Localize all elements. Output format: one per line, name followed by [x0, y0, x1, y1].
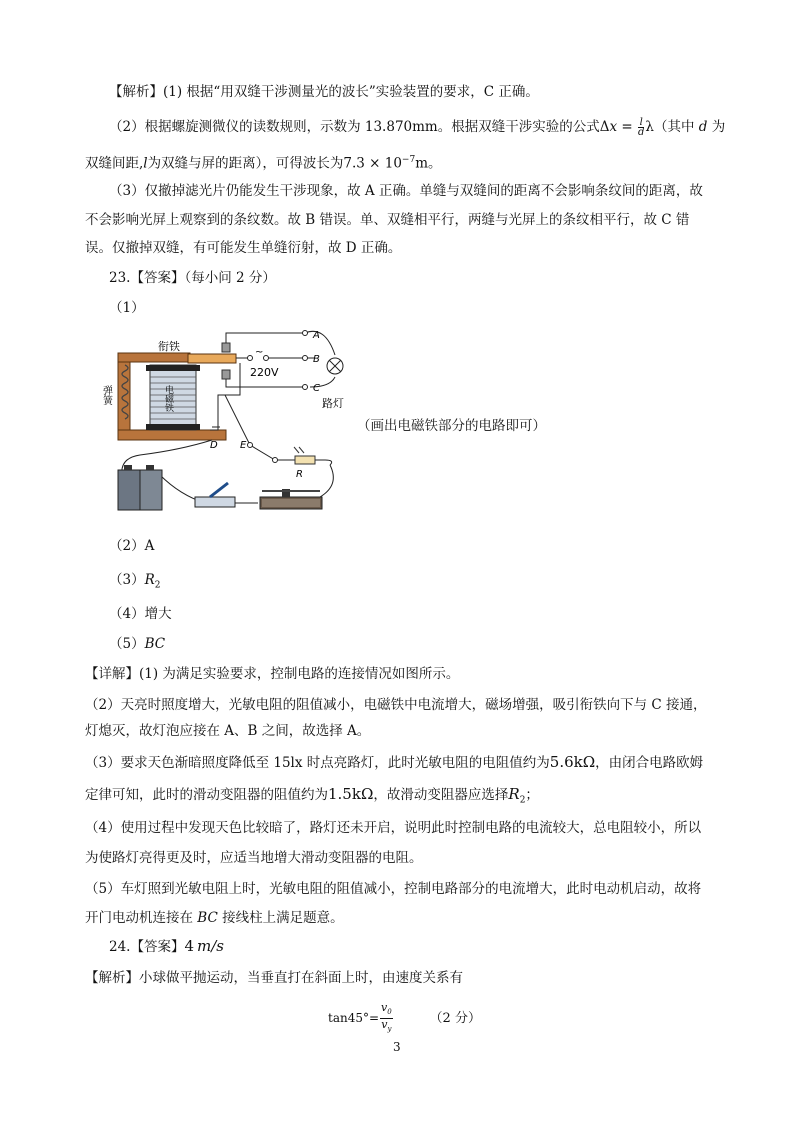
sec23-detail6: （4）使用过程中发现天色比较暗了，路灯还未开启，说明此时控制电路的电流较大，总电阻较小，所以 [85, 820, 702, 836]
sec24-eq-num-var: v [381, 1001, 388, 1014]
sec24-header [109, 936, 224, 957]
sec22-line3-c: m。 [415, 155, 442, 172]
sec24-header-label: 24.【答案】 [109, 939, 185, 955]
sec23-detail4-a: （3）要求天色渐暗照度降低至 15lx 时点亮路灯，此时光敏电阻的电阻值约为 [85, 755, 550, 771]
armature [188, 354, 236, 363]
contact-top [222, 343, 230, 352]
label-magnet: 电磁铁 [163, 385, 173, 412]
sec23-detail5-value: 1.5kΩ [328, 785, 374, 803]
contact-bottom [222, 370, 230, 379]
sec23-detail2: （2）天亮时照度增大，光敏电阻的阻值减小，电磁铁中电流增大，磁场增强，吸引衔铁向下与 C 接通， [85, 697, 707, 713]
sec23-detail4 [85, 752, 703, 773]
sec22-line2 [109, 117, 725, 137]
magnet-cap-top [146, 365, 200, 371]
rheostat-icon [260, 489, 322, 509]
label-A: A [313, 330, 320, 341]
label-armature: 衔铁 [158, 340, 180, 353]
sec23-detail5-a: 定律可知，此时的滑动变阻器的阻值约为 [85, 787, 328, 803]
sec22-line4: （3）仅撤掉滤光片仍能发生干涉现象，故 A 正确。单缝与双缝间的距离不会影响条纹间的距离，故 [109, 183, 703, 199]
lamp-icon [327, 358, 343, 374]
label-voltage: 220V [250, 366, 279, 379]
sec23-answer3-var: R [144, 572, 155, 588]
battery-icon [118, 465, 162, 510]
switch-icon [195, 483, 235, 507]
sec24-eq-lhs: tan45°= [328, 1011, 380, 1026]
sec22-eq: = [617, 119, 637, 135]
sec23-answer3-prefix: （3） [109, 572, 145, 588]
sec22-frac-num: l [639, 117, 643, 128]
sec23-answer1: （1） [109, 300, 145, 316]
sec23-answer3 [109, 570, 161, 596]
sec23-answer4: （4）增大 [109, 606, 172, 622]
sec23-detail9-b: 接线柱上满足题意。 [217, 910, 344, 926]
sec22-line2-text: （2）根据螺旋测微仪的读数规则，示数为 13.870mm。根据双缝干涉实验的公式Δ [109, 119, 610, 135]
sec23-detail5-var: R [508, 785, 520, 803]
sec22-lambda: λ（其中 [645, 119, 699, 135]
sec23-answer5-prefix: （5） [109, 636, 145, 652]
sec22-line5: 不会影响光屏上观察到的条纹数。故 B 错误。单、双缝相平行，两缝与光屏上的条纹相平行，故 C 错 [85, 212, 690, 228]
label-spring: 弹簧 [100, 385, 112, 405]
sec23-header: 23.【答案】（每小问 2 分） [109, 270, 276, 286]
sec23-answer5 [109, 634, 165, 654]
relay-top-bar [118, 353, 190, 362]
sec23-detail4-value: 5.6kΩ [549, 753, 596, 771]
page-number: 3 [393, 1040, 401, 1054]
sec24-justification: 【解析】小球做平抛运动，当垂直打在斜面上时，由速度关系有 [85, 970, 463, 986]
sec24-eq-score: （2 分） [429, 1011, 481, 1027]
sec22-line2-end: 为 [707, 119, 726, 135]
sec23-detail4-c: ，由闭合电路欧姆 [595, 755, 704, 771]
figure-note: （画出电磁铁部分的电路即可） [357, 418, 546, 434]
label-E: E [240, 440, 247, 451]
label-B: B [313, 354, 320, 365]
sec23-detail8: （5）车灯照到光敏电阻上时，光敏电阻的阻值减小，控制电路部分的电流增大，此时电动机启动，故将 [85, 881, 702, 897]
sec22-fraction [638, 118, 644, 137]
label-lamp: 路灯 [322, 397, 344, 410]
sec23-detail5-c: ，故滑动变阻器应选择 [373, 787, 509, 803]
sec23-answer5-var: BC [144, 636, 166, 652]
magnet-cap-bottom [146, 424, 200, 430]
sec23-detail9-var: BC [197, 910, 218, 926]
sec23-detail5-end: ； [525, 787, 539, 803]
sec22-line3 [85, 150, 442, 174]
sec23-detail7: 为使路灯亮得更及时，应适当地增大滑动变阻器的电阻。 [85, 850, 423, 866]
magnet-core [150, 365, 196, 430]
sec24-header-value: 4 [184, 937, 195, 955]
circuit-diagram [100, 325, 360, 525]
sec22-frac-den: d [638, 127, 645, 138]
sec23-detail9-a: 开门电动机连接在 [85, 910, 198, 926]
label-D: D [210, 440, 218, 451]
sec24-eq-den [380, 1019, 393, 1035]
sec22-line3-b: 为双缝与屏的距离），可得波长为7.3 × 10 [147, 155, 402, 172]
photoresistor-icon [294, 447, 315, 464]
relay-base [118, 430, 226, 440]
sec22-var-d: d [698, 119, 708, 135]
sec24-eq-num [380, 1002, 393, 1019]
sec24-eq-fraction [380, 1002, 393, 1035]
sec24-eq-num-sub: 0 [387, 1008, 392, 1017]
sec24-header-unit: m/s [197, 937, 225, 955]
sec24-eq-den-sub: y [387, 1025, 392, 1034]
sec23-detail9 [85, 908, 344, 928]
sec23-detail5 [85, 784, 539, 811]
sec24-eq-den-var: v [381, 1018, 388, 1032]
sec22-line1: 【解析】(1) 根据“用双缝干涉测量光的波长”实验装置的要求，C 正确。 [109, 84, 539, 100]
sec22-line6: 误。仅撤掉双缝，有可能发生单缝衍射，故 D 正确。 [85, 240, 402, 256]
sec22-var-l: l [143, 155, 148, 172]
sec23-detail1: 【详解】(1) 为满足实验要求，控制电路的连接情况如图所示。 [85, 666, 460, 682]
sec23-detail5-sub: 2 [519, 795, 526, 806]
sec23-answer3-sub: 2 [154, 580, 161, 591]
sec24-equation [328, 1002, 481, 1035]
sec22-var-x: x [609, 119, 618, 135]
sec23-answer2: （2）A [109, 538, 155, 554]
label-C: C [313, 383, 320, 394]
label-ac: ~ [255, 347, 264, 358]
label-R: R [296, 469, 303, 480]
sec23-detail3: 灯熄灭，故灯泡应接在 A、B 之间，故选择 A。 [85, 723, 371, 739]
sec22-exponent: −7 [401, 155, 416, 165]
sec22-line3-a: 双缝间距, [85, 155, 144, 172]
